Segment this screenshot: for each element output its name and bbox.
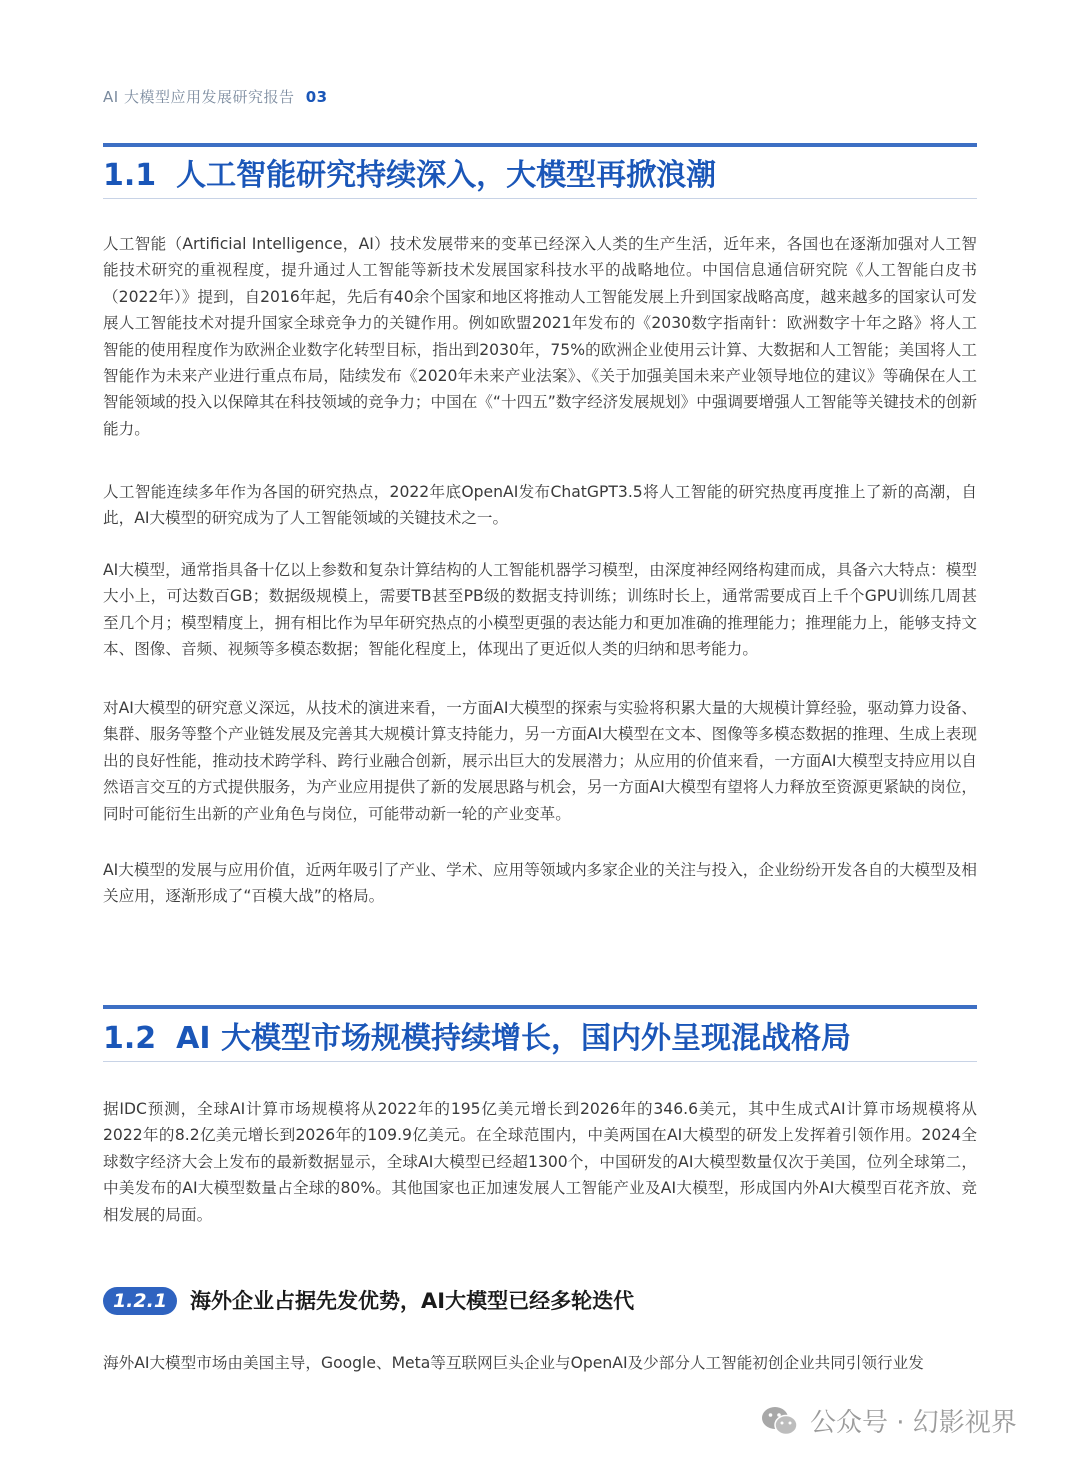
paragraph: 海外AI大模型市场由美国主导，Google、Meta等互联网巨头企业与OpenAI及少部分人工智能初创企业共同引领行业发 — [103, 1354, 924, 1372]
watermark-text: 公众号 · 幻影视界 — [810, 1408, 1017, 1438]
paragraph: 据IDC预测，全球AI计算市场规模将从2022年的195亿美元增长到2026年的346.6美元，其中生成式AI计算市场规模将从2022年的8.2亿美元增长到2026年的109.9亿美元。在全球范围内，中美两国在AI大模型的研发上发挥着引领作用。2024全球数字经济大会上发布的最新数据显示，全球AI大模型已经超1300个，中国研发的AI大模型数量仅次于美国，位列全球第二，中美发布的AI大模型数量占全球的80%。其他国家也正加速发展人工智能产业及AI大模型，形成国内外AI大模型百花齐放、竞相发展的局面。 — [103, 1100, 977, 1224]
page-header — [103, 86, 328, 107]
section-number: 1.2 — [103, 1021, 157, 1056]
section-rule-bottom — [103, 1061, 977, 1062]
section-number: 1.1 — [103, 158, 157, 193]
wechat-icon — [760, 1404, 800, 1438]
paragraph: AI大模型的发展与应用价值，近两年吸引了产业、学术、应用等领域内多家企业的关注与投入，企业纷纷开发各自的大模型及相关应用，逐渐形成了“百模大战”的格局。 — [103, 861, 977, 906]
watermark — [760, 1402, 1017, 1439]
section-heading-1-2 — [103, 1013, 851, 1057]
section-heading-1-1 — [103, 150, 716, 194]
section-rule-top — [103, 143, 977, 147]
section-title: AI 大模型市场规模持续增长，国内外呈现混战格局 — [176, 1021, 851, 1056]
section-title: 人工智能研究持续深入，大模型再掀浪潮 — [176, 158, 717, 193]
section-rule-bottom — [103, 198, 977, 199]
paragraph: 人工智能（Artificial Intelligence，AI）技术发展带来的变革已经深入人类的生产生活，近年来，各国也在逐渐加强对人工智能技术研究的重视程度，提升通过人工智能等新技术发展国家科技水平的战略地位。中国信息通信研究院《人工智能白皮书（2022年）》提到，自2016年起，先后有40余个国家和地区将推动人工智能发展上升到国家战略高度，越来越多的国家认可发展人工智能技术对提升国家全球竞争力的关键作用。例如欧盟2021年发布的《2030数字指南针：欧洲数字十年之路》将人工智能的使用程度作为欧洲企业数字化转型目标，指出到2030年，75%的欧洲企业使用云计算、大数据和人工智能；美国将人工智能作为未来产业进行重点布局，陆续发布《2020年未来产业法案》、《关于加强美国未来产业领导地位的建议》等确保在人工智能领域的投入以保障其在科技领域的竞争力；中国在《“十四五”数字经济发展规划》中强调要增强人工智能等关键技术的创新能力。 — [103, 235, 977, 438]
paragraph: 对AI大模型的研究意义深远，从技术的演进来看，一方面AI大模型的探索与实验将积累大量的大规模计算经验，驱动算力设备、集群、服务等整个产业链发展及完善其大规模计算支持能力，另一方面AI大模型在文本、图像等多模态数据的推理、生成上表现出的良好性能，推动技术跨学科、跨行业融合创新，展示出巨大的发展潜力；从应用的价值来看，一方面AI大模型支持应用以自然语言交互的方式提供服务，为产业应用提供了新的发展思路与机会，另一方面AI大模型有望将人力释放至资源更紧缺的岗位，同时可能衍生出新的产业角色与岗位，可能带动新一轮的产业变革。 — [103, 699, 977, 823]
page-number: 03 — [305, 88, 328, 106]
subsection-number-badge: 1.2.1 — [103, 1287, 177, 1315]
paragraph: 人工智能连续多年作为各国的研究热点，2022年底OpenAI发布ChatGPT3.5将人工智能的研究热度再度推上了新的高潮，自此，AI大模型的研究成为了人工智能领域的关键技术之一。 — [103, 483, 977, 528]
subsection-title: 海外企业占据先发优势，AI大模型已经多轮迭代 — [190, 1289, 635, 1313]
paragraph: AI大模型，通常指具备十亿以上参数和复杂计算结构的人工智能机器学习模型，由深度神经网络构建而成，具备六大特点：模型大小上，可达数百GB；数据级规模上，需要TB甚至PB级的数据支持训练；训练时长上，通常需要成百上千个GPU训练几周甚至几个月；模型精度上，拥有相比作为早年研究热点的小模型更强的表达能力和更加准确的推理能力；推理能力上，能够支持文本、图像、音频、视频等多模态数据；智能化程度上，体现出了更近似人类的归纳和思考能力。 — [103, 561, 977, 659]
report-title: AI 大模型应用发展研究报告 — [103, 88, 295, 106]
section-rule-top — [103, 1005, 977, 1009]
